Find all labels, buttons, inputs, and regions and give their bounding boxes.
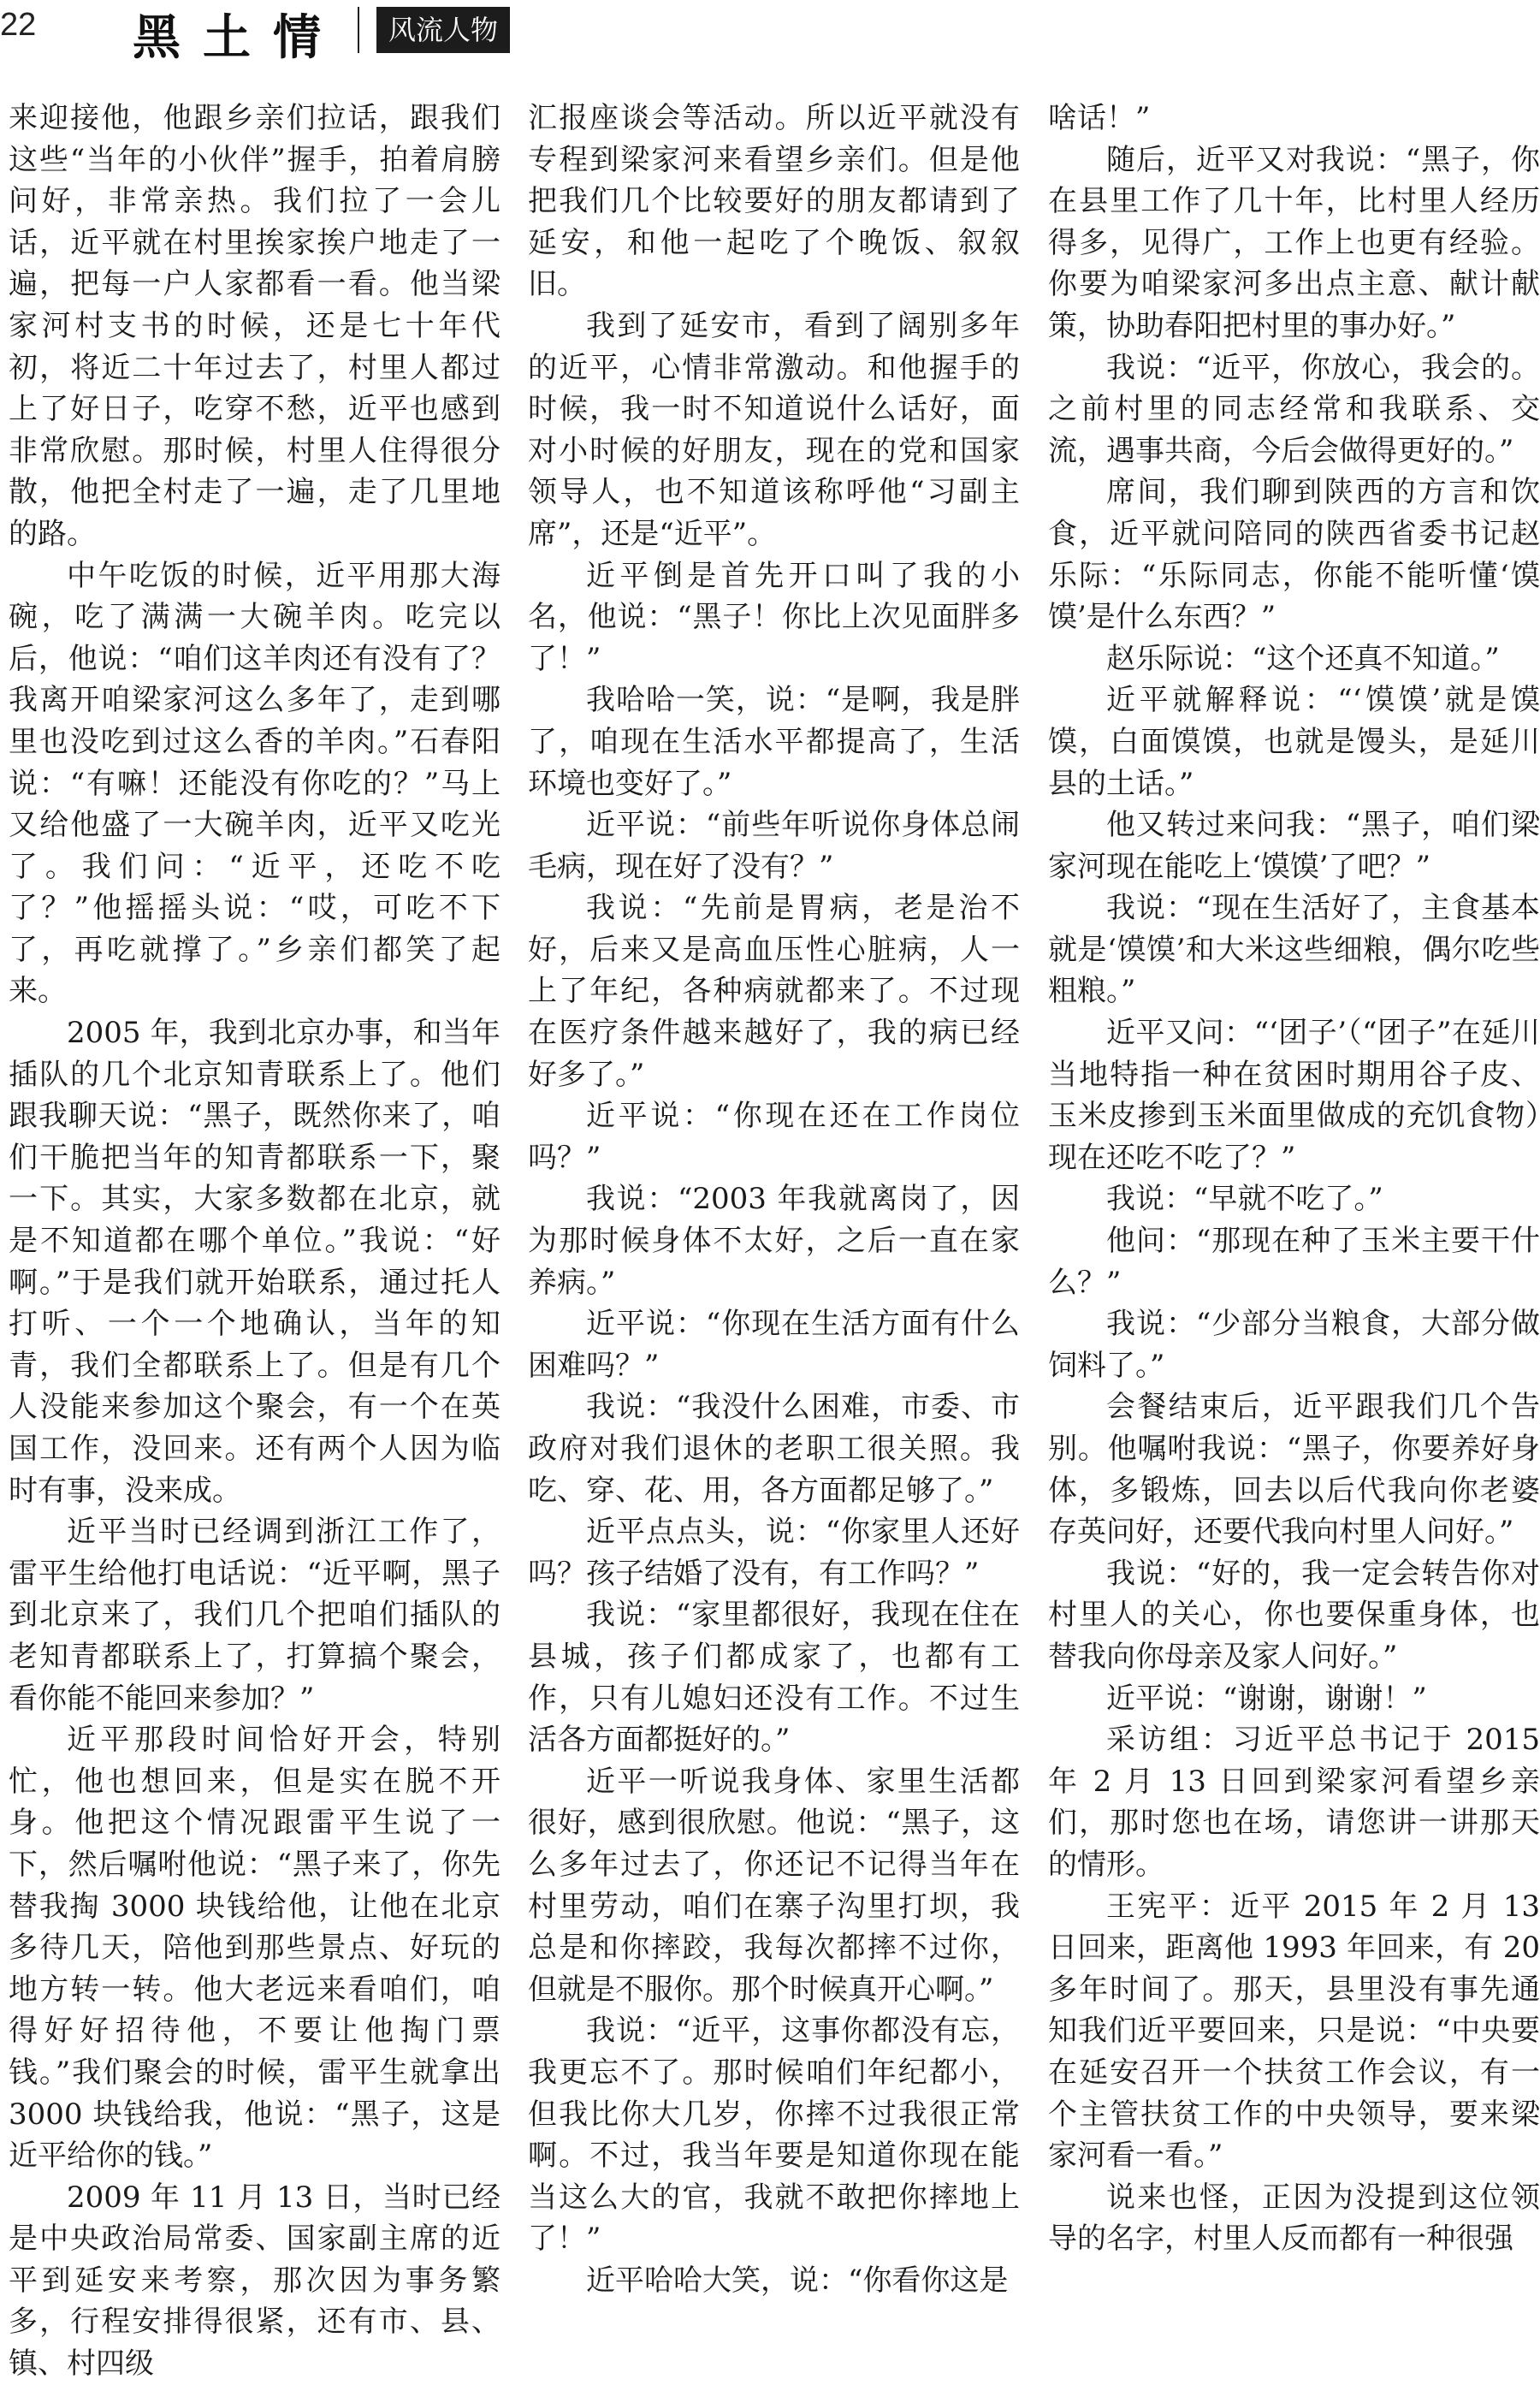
- paragraph: 赵乐际说：“这个还真不知道。”: [1106, 641, 1500, 676]
- paragraph: 近平说：“你现在生活方面有什么困难吗？”: [528, 1307, 1020, 1383]
- paragraph: 我哈哈一笑，说：“是啊，我是胖了，咱现在生活水平都提高了，生活环境也变好了。”: [528, 683, 1020, 801]
- paragraph: 他又转过来问我：“黑子，咱们梁家河现在能吃上‘馍馍’了吧？”: [1048, 808, 1540, 884]
- paragraph: 我到了延安市，看到了阔别多年的近平，心情非常激动。和他握手的时候，我一时不知道说什么话好，面对小时候的好朋友，现在的党和国家领导人，也不知道该称呼他“习副主席”，还是“近平”。: [528, 308, 1020, 551]
- paragraph: 近平点点头，说：“你家里人还好吗？孩子结婚了没有，有工作吗？”: [528, 1515, 1020, 1591]
- paragraph: 近平那段时间恰好开会，特别忙，他也想回来，但是实在脱不开身。他把这个情况跟雷平生说了一下，然后嘱咐他说：“黑子来了，你先替我掏 3000 块钱给他，让他在北京多待几天，陪他到那些景点、好玩的地方转一转。他大老远来看咱们，咱得好好招待他，不要让他掏门票钱。”我们聚会的时候，雷平生就拿出 3000 块钱给我，他说：“黑子，这是近平给你的钱。”: [9, 1723, 500, 2174]
- paragraph: 我说：“先前是胃病，老是治不好，后来又是高血压性心脏病，人一上了年纪，各种病就都来了。不过现在医疗条件越来越好了，我的病已经好多了。”: [528, 891, 1020, 1092]
- paragraph: 汇报座谈会等活动。所以近平就没有专程到梁家河来看望乡亲们。但是他把我们几个比较要好的朋友都请到了延安，和他一起吃了个晚饭、叙叙旧。: [528, 101, 1020, 302]
- paragraph: 近平一听说我身体、家里生活都很好，感到很欣慰。他说：“黑子，这么多年过去了，你还记不记得当年在村里劳动，咱们在寨子沟里打坝，我总是和你摔跤，我每次都摔不过你，但就是不服你。那个时候真开心啊。”: [528, 1764, 1020, 2007]
- paragraph: 2009 年 11 月 13 日，当时已经是中央政治局常委、国家副主席的近平到延安来考察，那次因为事务繁多，行程安排得很紧，还有市、县、镇、村四级: [9, 2180, 500, 2382]
- paragraph: 采访组：习近平总书记于 2015 年 2 月 13 日回到梁家河看望乡亲们，那时您也在场，请您讲一讲那天的情形。: [1048, 1723, 1540, 1882]
- paragraph: 我说：“早就不吃了。”: [1106, 1182, 1383, 1217]
- paragraph: 啥话！”: [1048, 101, 1151, 135]
- magazine-title: 黑土情: [133, 9, 343, 66]
- paragraph: 会餐结束后，近平跟我们几个告别。他嘱咐我说：“黑子，你要养好身体，多锻炼，回去以后代我向你老婆存英问好，还要代我向村里人问好。”: [1048, 1390, 1540, 1550]
- text-column-2: [528, 98, 1020, 2298]
- paragraph: 近平哈哈大笑，说：“你看你这是: [586, 2263, 1009, 2298]
- paragraph: 我说：“少部分当粮食，大部分做饲料了。”: [1048, 1307, 1540, 1383]
- paragraph: 王宪平：近平 2015 年 2 月 13 日回来，距离他 1993 年回来，有 20 多年时间了。那天，县里没有事先通知我们近平要回来，只是说：“中央要在延安召开一个扶贫工作会议，有一个主管扶贫工作的中央领导，要来梁家河看一看。”: [1048, 1889, 1540, 2174]
- paragraph: 席间，我们聊到陕西的方言和饮食，近平就问陪同的陕西省委书记赵乐际：“乐际同志，你能不能听懂‘馍馍’是什么东西？”: [1048, 475, 1540, 635]
- paragraph: 近平当时已经调到浙江工作了，雷平生给他打电话说：“近平啊，黑子到北京来了，我们几个把咱们插队的老知青都联系上了，打算搞个聚会，看你能不能回来参加？”: [9, 1515, 500, 1716]
- paragraph: 近平又问：“‘团子’（“团子”在延川当地特指一种在贫困时期用谷子皮、玉米皮掺到玉米面里做成的充饥食物）现在还吃不吃了？”: [1048, 1016, 1540, 1175]
- paragraph: 我说：“2003 年我就离岗了，因为那时候身体不太好，之后一直在家养病。”: [528, 1182, 1020, 1300]
- paragraph: 我说：“近平，这事你都没有忘，我更忘不了。那时候咱们年纪都小，但我比你大几岁，你摔不过我很正常啊。不过，我当年要是知道你现在能当这么大的官，我就不敢把你摔地上了！”: [528, 2014, 1020, 2257]
- paragraph: 2005 年，我到北京办事，和当年插队的几个北京知青联系上了。他们跟我聊天说：“黑子，既然你来了，咱们干脆把当年的知青都联系一下，聚一下。其实，大家多数都在北京，就是不知道都在哪个单位。”我说：“好啊。”于是我们就开始联系，通过托人打听、一个一个地确认，当年的知青，我们全都联系上了。但是有几个人没能来参加这个聚会，有一个在英国工作，没回来。还有两个人因为临时有事，没来成。: [9, 1016, 500, 1508]
- paragraph: 我说：“现在生活好了，主食基本就是‘馍馍’和大米这些细粮，偶尔吃些粗粮。”: [1048, 891, 1540, 1009]
- section-tag: 风流人物: [376, 7, 510, 53]
- page-number: 22: [0, 7, 37, 43]
- paragraph: 近平说：“你现在还在工作岗位吗？”: [528, 1099, 1020, 1175]
- paragraph: 近平倒是首先开口叫了我的小名，他说：“黑子！你比上次见面胖多了！”: [528, 558, 1020, 676]
- paragraph: 他问：“那现在种了玉米主要干什么？”: [1048, 1224, 1540, 1300]
- paragraph: 我说：“家里都很好，我现在住在县城，孩子们都成家了，也都有工作，只有儿媳妇还没有工作。不过生活各方面都挺好的。”: [528, 1598, 1020, 1758]
- paragraph: 我说：“我没什么困难，市委、市政府对我们退休的老职工很关照。我吃、穿、花、用，各方面都足够了。”: [528, 1390, 1020, 1508]
- text-column-3: [1048, 98, 1540, 2257]
- paragraph: 近平就解释说：“‘馍馍’就是馍馍，白面馍馍，也就是馒头，是延川县的土话。”: [1048, 683, 1540, 801]
- paragraph: 来迎接他，他跟乡亲们拉话，跟我们这些“当年的小伙伴”握手，拍着肩膀问好，非常亲热。我们拉了一会儿话，近平就在村里挨家挨户地走了一遍，把每一户人家都看一看。他当梁家河村支书的时候，还是七十年代初，将近二十年过去了，村里人都过上了好日子，吃穿不愁，近平也感到非常欣慰。那时候，村里人住得很分散，他把全村走了一遍，走了几里地的路。: [9, 101, 500, 551]
- paragraph: 随后，近平又对我说：“黑子，你在县里工作了几十年，比村里人经历得多，见得广，工作上也更有经验。你要为咱梁家河多出点主意、献计献策，协助春阳把村里的事办好。”: [1048, 142, 1540, 343]
- paragraph: 说来也怪，正因为没提到这位领导的名字，村里人反而都有一种很强: [1048, 2180, 1540, 2257]
- header-divider: [358, 7, 359, 53]
- page-header: [0, 0, 1540, 77]
- text-column-1: [9, 98, 500, 2382]
- paragraph: 我说：“好的，我一定会转告你对村里人的关心，你也要保重身体，也替我向你母亲及家人问好。”: [1048, 1556, 1540, 1674]
- paragraph: 近平说：“前些年听说你身体总闹毛病，现在好了没有？”: [528, 808, 1020, 884]
- paragraph: 近平说：“谢谢，谢谢！”: [1106, 1681, 1427, 1716]
- paragraph: 我说：“近平，你放心，我会的。之前村里的同志经常和我联系、交流，遇事共商，今后会做得更好的。”: [1048, 350, 1540, 468]
- paragraph: 中午吃饭的时候，近平用那大海碗，吃了满满一大碗羊肉。吃完以后，他说：“咱们这羊肉还有没有了？我离开咱梁家河这么多年了，走到哪里也没吃到过这么香的羊肉。”石春阳说：“有嘛！还能没有你吃的？”马上又给他盛了一大碗羊肉，近平又吃光了。我们问：“近平，还吃不吃了？”他摇摇头说：“哎，可吃不下了，再吃就撑了。”乡亲们都笑了起来。: [9, 558, 500, 1009]
